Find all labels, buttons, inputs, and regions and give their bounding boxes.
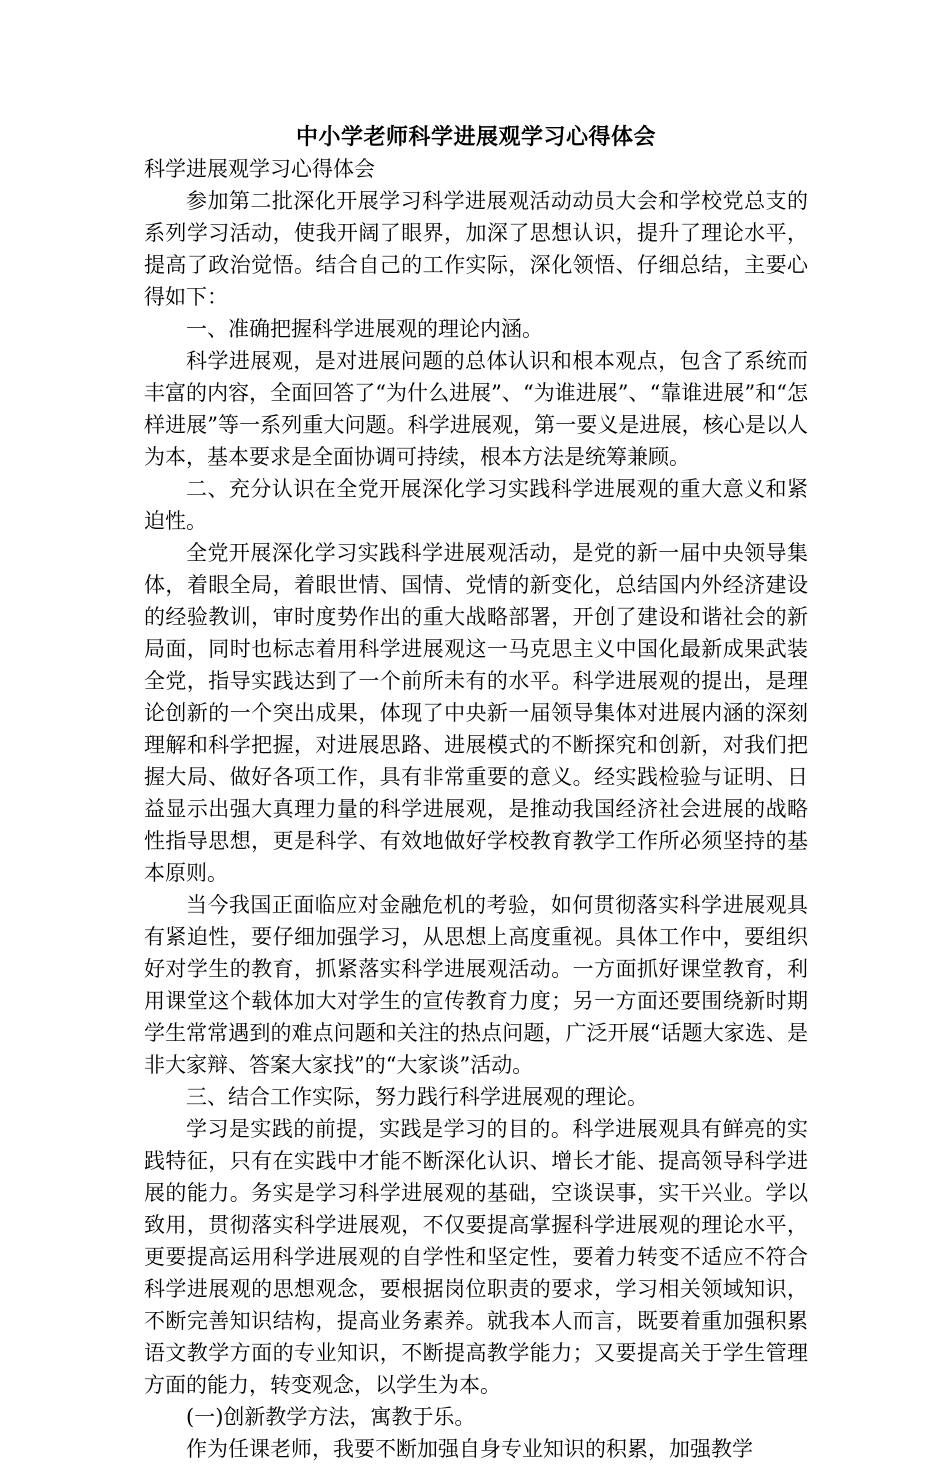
- section-heading-2: 二、充分认识在全党开展深化学习实践科学进展观的重大意义和紧迫性。: [144, 477, 808, 533]
- paragraph-intro: 参加第二批深化开展学习科学进展观活动动员大会和学校党总支的系列学习活动，使我开阔了眼界，加深了思想认识，提升了理论水平，提高了政治觉悟。结合自己的工作实际，深化领悟、仔细总结，主要心得如下：: [144, 189, 808, 309]
- section-heading-1: 一、准确把握科学进展观的理论内涵。: [186, 317, 543, 341]
- document-subtitle: 科学进展观学习心得体会: [144, 157, 375, 181]
- subsection-heading-1: (一)创新教学方法，寓教于乐。: [186, 1405, 476, 1429]
- section-heading-3: 三、结合工作实际，努力践行科学进展观的理论。: [186, 1085, 648, 1109]
- paragraph-section-1: 科学进展观，是对进展问题的总体认识和根本观点，包含了系统而丰富的内容，全面回答了“为什么进展”、“为谁进展”、“靠谁进展”和“怎样进展”等一系列重大问题。科学进展观，第一要义是进展，核心是以人为本，基本要求是全面协调可持续，根本方法是统筹兼顾。: [144, 349, 808, 469]
- paragraph-section-2b: 当今我国正面临应对金融危机的考验，如何贯彻落实科学进展观具有紧迫性，要仔细加强学习，从思想上高度重视。具体工作中，要组织好对学生的教育，抓紧落实科学进展观活动。一方面抓好课堂教育，利用课堂这个载体加大对学生的宣传教育力度；另一方面还要围绕新时期学生常常遇到的难点问题和关注的热点问题，广泛开展“话题大家选、是非大家辩、答案大家找”的“大家谈”活动。: [144, 893, 808, 1077]
- document-title: 中小学老师科学进展观学习心得体会: [295, 124, 656, 150]
- document-page: [144, 121, 808, 1465]
- paragraph-section-2a: 全党开展深化学习实践科学进展观活动，是党的新一届中央领导集体，着眼全局，着眼世情、国情、党情的新变化，总结国内外经济建设的经验教训，审时度势作出的重大战略部署，开创了建设和谐社会的新局面，同时也标志着用科学进展观这一马克思主义中国化最新成果武装全党，指导实践达到了一个前所未有的水平。科学进展观的提出，是理论创新的一个突出成果，体现了中央新一届领导集体对进展内涵的深刻理解和科学把握，对进展思路、进展模式的不断探究和创新，对我们把握大局、做好各项工作，具有非常重要的意义。经实践检验与证明、日益显示出强大真理力量的科学进展观，是推动我国经济社会进展的战略性指导思想，更是科学、有效地做好学校教育教学工作所必须坚持的基本原则。: [144, 541, 808, 885]
- paragraph-subsection-1: 作为任课老师，我要不断加强自身专业知识的积累，加强教学: [186, 1437, 753, 1461]
- paragraph-section-3: 学习是实践的前提，实践是学习的目的。科学进展观具有鲜亮的实践特征，只有在实践中才能不断深化认识、增长才能、提高领导科学进展的能力。务实是学习科学进展观的基础，空谈误事，实干兴业。学以致用，贯彻落实科学进展观，不仅要提高掌握科学进展观的理论水平，更要提高运用科学进展观的自学性和坚定性，要着力转变不适应不符合科学进展观的思想观念，要根据岗位职责的要求，学习相关领域知识，不断完善知识结构，提高业务素养。就我本人而言，既要着重加强积累语文教学方面的专业知识，不断提高教学能力；又要提高关于学生管理方面的能力，转变观念，以学生为本。: [144, 1117, 808, 1397]
